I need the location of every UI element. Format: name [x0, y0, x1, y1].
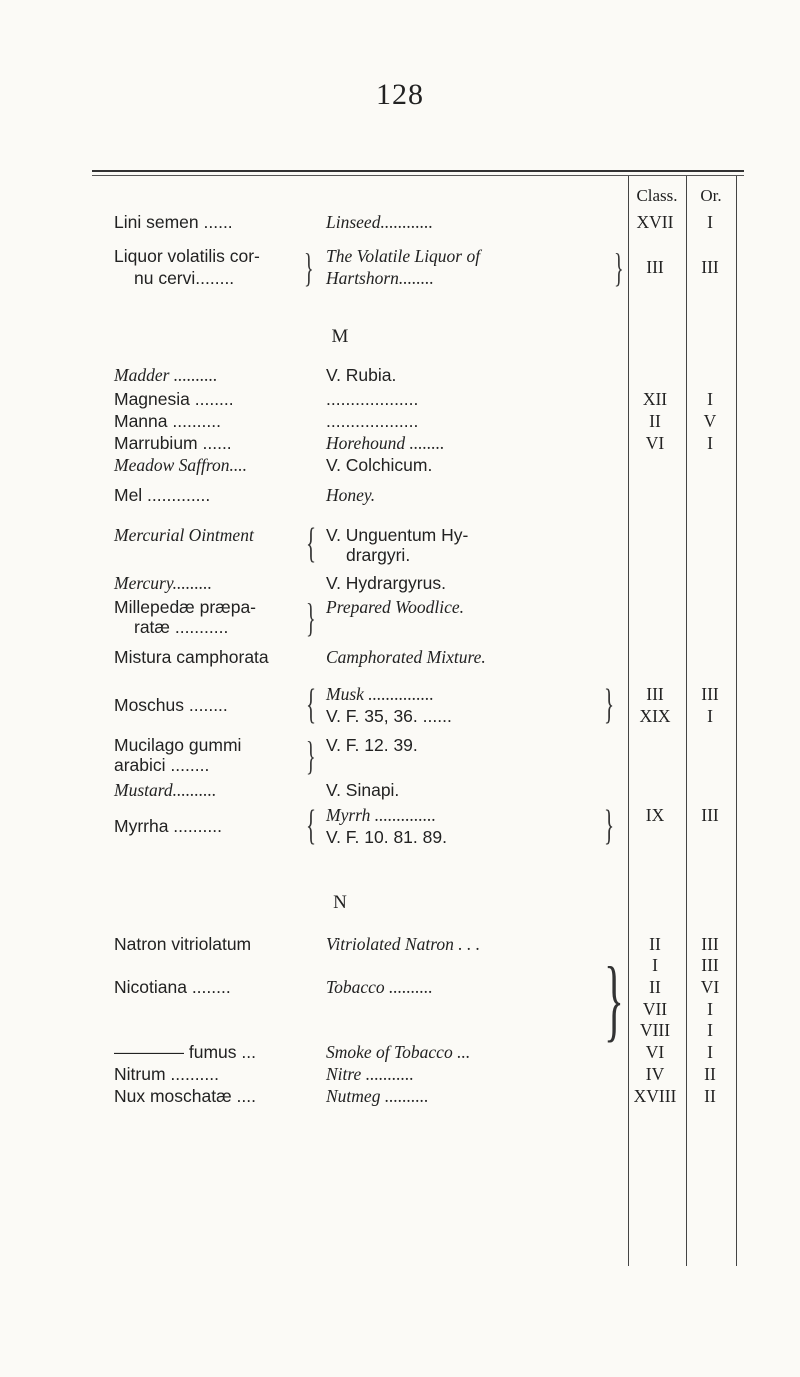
order-value: III	[701, 257, 719, 277]
class-value: VI	[645, 433, 665, 453]
english-name: Honey.	[326, 485, 376, 505]
latin-name: Lini semen ......	[114, 212, 233, 232]
english-name: V. Colchicum.	[326, 455, 433, 475]
english-name: Nitre ...........	[326, 1064, 414, 1084]
order-value: I	[707, 212, 713, 232]
english-name: Vitriolated Natron . . .	[326, 934, 481, 954]
latin-name: Millepedæ præpa-	[114, 597, 257, 617]
english-name: Camphorated Mixture.	[326, 647, 486, 667]
order-value: I	[707, 1020, 713, 1040]
latin-name: Nux moschatæ ....	[114, 1086, 256, 1106]
class-value: VI	[645, 1042, 665, 1062]
english-name: Nutmeg ..........	[326, 1086, 429, 1106]
english-name: Smoke of Tobacco ...	[326, 1042, 471, 1062]
latin-name: Magnesia ........	[114, 389, 234, 409]
order-column-header: Or.	[700, 186, 722, 205]
class-value: XVII	[636, 212, 674, 232]
left-brace: {	[306, 803, 317, 849]
english-name: drargyri.	[346, 545, 411, 565]
right-brace: }	[604, 948, 624, 1050]
order-value: V	[703, 411, 717, 431]
class-value: VIII	[639, 1020, 671, 1040]
latin-name: Nitrum ..........	[114, 1064, 220, 1084]
class-value: I	[652, 955, 658, 975]
class-value: XIX	[639, 706, 671, 726]
latin-name: Mustard..........	[114, 780, 217, 800]
class-value: II	[649, 934, 661, 954]
latin-name: Natron vitriolatum	[114, 934, 252, 954]
right-brace: }	[306, 595, 316, 640]
order-column-divider	[686, 176, 687, 1266]
order-value: III	[701, 934, 719, 954]
english-name: ...................	[326, 389, 419, 409]
class-value: II	[649, 977, 661, 997]
order-value: II	[704, 1064, 716, 1084]
latin-name: Mel .............	[114, 485, 211, 505]
order-value: I	[707, 999, 713, 1019]
right-column-divider	[736, 176, 737, 1266]
english-name: ...................	[326, 411, 419, 431]
order-value: I	[707, 706, 713, 726]
english-name: V. Sinapi.	[326, 780, 400, 800]
english-name: V. F. 10. 81. 89.	[326, 827, 447, 847]
latin-name: Moschus ........	[114, 695, 228, 715]
order-value: I	[707, 389, 713, 409]
english-name: Hartshorn........	[326, 268, 434, 288]
order-value: VI	[700, 977, 720, 997]
right-brace: }	[614, 245, 624, 290]
english-name: V. F. 35, 36. ......	[326, 706, 452, 726]
order-value: I	[707, 1042, 713, 1062]
latin-name: Mistura camphorata	[114, 647, 269, 667]
latin-name: Madder ..........	[114, 365, 218, 385]
english-name: V. F. 12. 39.	[326, 735, 418, 755]
latin-name: Mercurial Ointment	[114, 525, 254, 545]
class-value: XVIII	[633, 1086, 677, 1106]
english-name: V. Unguentum Hy-	[326, 525, 469, 545]
right-brace: }	[604, 803, 615, 849]
class-value: III	[646, 684, 664, 704]
latin-name: ratæ ...........	[134, 617, 229, 637]
latin-name: ———— fumus ...	[114, 1042, 256, 1062]
latin-name: Mucilago gummi	[114, 735, 242, 755]
english-name: V. Rubia.	[326, 365, 397, 385]
english-name: The Volatile Liquor of	[326, 246, 481, 266]
latin-name: Mercury.........	[114, 573, 213, 593]
english-name: Prepared Woodlice.	[326, 597, 465, 617]
section-letter-m: M	[331, 326, 349, 347]
latin-name: Myrrha ..........	[114, 816, 222, 836]
order-value: III	[701, 955, 719, 975]
english-name: Musk ...............	[326, 684, 434, 704]
left-brace: {	[306, 521, 317, 567]
latin-name: Liquor volatilis cor-	[114, 246, 260, 266]
class-value: IV	[645, 1064, 665, 1084]
class-column-header: Class.	[636, 186, 678, 205]
section-letter-n: N	[333, 892, 347, 913]
class-value: III	[646, 257, 664, 277]
latin-name: Nicotiana ........	[114, 977, 231, 997]
english-name: Horehound ........	[326, 433, 445, 453]
class-value: II	[649, 411, 661, 431]
top-rule-thin	[92, 175, 744, 176]
english-name: Linseed............	[326, 212, 433, 232]
class-value: XII	[642, 389, 668, 409]
class-value: VII	[642, 999, 668, 1019]
english-name: V. Hydrargyrus.	[326, 573, 446, 593]
english-name: Tobacco ..........	[326, 977, 433, 997]
order-value: III	[701, 684, 719, 704]
page-number: 128	[376, 78, 424, 111]
left-brace: {	[306, 682, 317, 728]
top-rule	[92, 170, 744, 172]
latin-name: nu cervi........	[134, 268, 235, 288]
latin-name: arabici ........	[114, 755, 210, 775]
right-brace: }	[304, 245, 314, 290]
order-value: III	[701, 805, 719, 825]
class-value: IX	[645, 805, 665, 825]
right-brace: }	[306, 733, 316, 778]
order-value: I	[707, 433, 713, 453]
latin-name: Meadow Saffron....	[114, 455, 248, 475]
order-value: II	[704, 1086, 716, 1106]
latin-name: Marrubium ......	[114, 433, 232, 453]
latin-name: Manna ..........	[114, 411, 221, 431]
english-name: Myrrh ..............	[326, 805, 437, 825]
right-brace: }	[604, 682, 615, 728]
